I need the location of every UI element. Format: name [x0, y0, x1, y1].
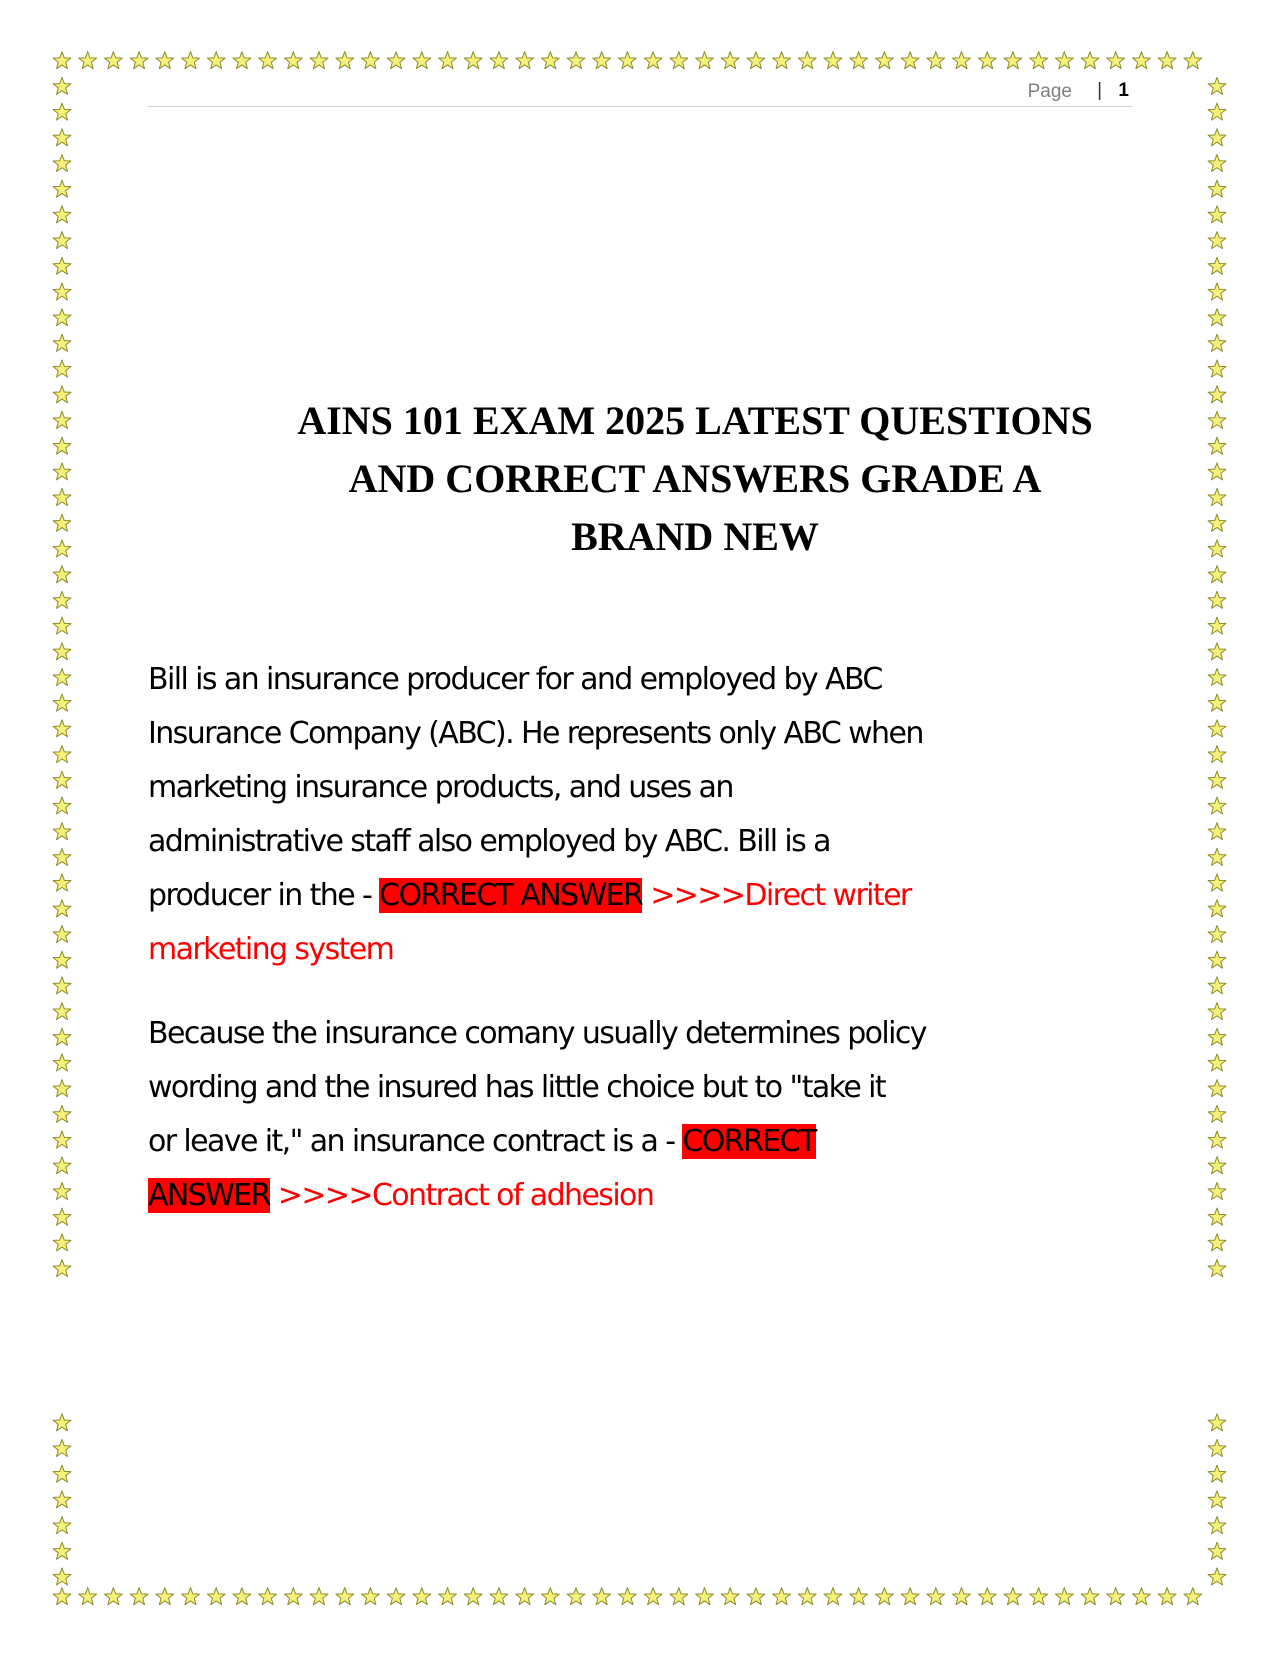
question-line: marketing insurance products, and uses an: [148, 770, 733, 805]
star-icon: [310, 1588, 328, 1605]
star-icon: [1208, 1182, 1226, 1199]
star-icon: [696, 52, 714, 69]
answer-text: >>>>Direct writer: [642, 878, 911, 913]
star-icon: [53, 746, 71, 763]
star-icon: [1208, 540, 1226, 557]
star-icon: [182, 1588, 200, 1605]
star-icon: [1208, 154, 1226, 171]
star-icon: [1208, 771, 1226, 788]
correct-answer-label: CORRECT ANSWER: [379, 878, 643, 913]
star-icon: [53, 1568, 71, 1585]
star-icon: [824, 1588, 842, 1605]
star-icon: [953, 52, 971, 69]
star-icon: [53, 309, 71, 326]
star-icon: [439, 52, 457, 69]
answer-text: marketing system: [148, 932, 394, 967]
star-icon: [696, 1588, 714, 1605]
star-icon: [1208, 283, 1226, 300]
star-icon: [387, 52, 405, 69]
star-icon: [53, 232, 71, 249]
star-icon: [747, 1588, 765, 1605]
star-icon: [1208, 1080, 1226, 1097]
star-icon: [875, 52, 893, 69]
star-icon: [53, 848, 71, 865]
star-icon: [953, 1588, 971, 1605]
title-line: BRAND NEW: [571, 514, 819, 559]
star-icon: [875, 1588, 893, 1605]
star-icon: [1208, 720, 1226, 737]
star-icon: [1208, 334, 1226, 351]
question-line: wording and the insured has little choice but to "take it: [148, 1070, 886, 1105]
title-line: AND CORRECT ANSWERS GRADE A: [348, 456, 1042, 501]
star-icon: [1208, 694, 1226, 711]
star-icon: [618, 1588, 636, 1605]
star-icon: [1004, 52, 1022, 69]
star-icon: [53, 951, 71, 968]
star-icon: [1208, 1260, 1226, 1277]
star-icon: [1208, 951, 1226, 968]
star-icon: [53, 1491, 71, 1508]
star-icon: [1184, 52, 1202, 69]
star-icon: [53, 925, 71, 942]
star-icon: [53, 283, 71, 300]
star-icon: [1208, 411, 1226, 428]
star-icon: [1208, 1491, 1226, 1508]
star-icon: [1158, 52, 1176, 69]
star-icon: [1208, 206, 1226, 223]
star-icon: [1208, 1542, 1226, 1559]
star-icon: [53, 797, 71, 814]
answer-text: >>>>Contract of adhesion: [269, 1178, 654, 1213]
star-icon: [156, 52, 174, 69]
star-icon: [773, 52, 791, 69]
star-icon: [1208, 386, 1226, 403]
star-icon: [53, 694, 71, 711]
star-icon: [1208, 1054, 1226, 1071]
star-icon: [53, 900, 71, 917]
star-icon: [53, 411, 71, 428]
star-icon: [361, 1588, 379, 1605]
star-icon: [567, 52, 585, 69]
answer-line: [148, 1169, 1138, 1223]
star-icon: [413, 1588, 431, 1605]
star-icon: [53, 1542, 71, 1559]
star-icon: [53, 668, 71, 685]
question-line-with-answer: [148, 1115, 1138, 1169]
title-line: AINS 101 EXAM 2025 LATEST QUESTIONS: [297, 398, 1093, 443]
star-icon: [1208, 514, 1226, 531]
star-icon: [1030, 52, 1048, 69]
star-icon: [541, 52, 559, 69]
star-icon: [233, 1588, 251, 1605]
star-icon: [490, 52, 508, 69]
star-icon: [1208, 823, 1226, 840]
star-icon: [1208, 1234, 1226, 1251]
star-icon: [53, 52, 71, 69]
star-icon: [516, 1588, 534, 1605]
star-icon: [130, 52, 148, 69]
star-icon: [53, 823, 71, 840]
star-icon: [1081, 1588, 1099, 1605]
star-icon: [336, 52, 354, 69]
star-icon: [53, 514, 71, 531]
question-answer-2: [148, 1007, 1138, 1223]
star-icon: [1208, 257, 1226, 274]
star-icon: [1055, 52, 1073, 69]
star-icon: [593, 52, 611, 69]
star-icon: [53, 1080, 71, 1097]
star-icon: [207, 52, 225, 69]
star-icon: [182, 52, 200, 69]
star-icon: [464, 1588, 482, 1605]
star-icon: [53, 103, 71, 120]
star-icon: [53, 1003, 71, 1020]
star-icon: [53, 1517, 71, 1534]
star-icon: [901, 1588, 919, 1605]
star-icon: [773, 1588, 791, 1605]
star-icon: [670, 52, 688, 69]
star-icon: [336, 1588, 354, 1605]
star-icon: [927, 52, 945, 69]
star-icon: [1208, 874, 1226, 891]
star-icon: [1208, 1028, 1226, 1045]
star-icon: [1208, 746, 1226, 763]
star-icon: [593, 1588, 611, 1605]
question-line: Because the insurance comany usually determines policy: [148, 1016, 926, 1051]
question-line: Bill is an insurance producer for and employed by ABC: [148, 662, 882, 697]
star-icon: [53, 1588, 71, 1605]
star-icon: [104, 1588, 122, 1605]
star-icon: [1132, 52, 1150, 69]
star-icon: [53, 1439, 71, 1456]
star-icon: [1208, 77, 1226, 94]
page-label: Page: [1027, 81, 1072, 102]
star-icon: [259, 1588, 277, 1605]
star-icon: [1208, 1105, 1226, 1122]
star-icon: [798, 52, 816, 69]
star-icon: [53, 591, 71, 608]
star-icon: [53, 77, 71, 94]
star-icon: [824, 52, 842, 69]
star-icon: [1208, 1465, 1226, 1482]
star-icon: [670, 1588, 688, 1605]
star-icon: [798, 1588, 816, 1605]
star-icon: [1208, 103, 1226, 120]
star-icon: [1208, 643, 1226, 660]
page-number: 1: [1118, 80, 1129, 101]
star-icon: [53, 257, 71, 274]
correct-answer-label: CORRECT: [682, 1124, 816, 1159]
star-icon: [1208, 360, 1226, 377]
star-icon: [721, 52, 739, 69]
star-icon: [1208, 925, 1226, 942]
star-icon: [1208, 848, 1226, 865]
star-icon: [284, 52, 302, 69]
star-icon: [1208, 900, 1226, 917]
star-icon: [53, 334, 71, 351]
star-icon: [104, 52, 122, 69]
star-icon: [850, 1588, 868, 1605]
star-icon: [1107, 52, 1125, 69]
star-icon: [53, 1465, 71, 1482]
star-icon: [978, 52, 996, 69]
question-line: Insurance Company (ABC). He represents only ABC when: [148, 716, 923, 751]
star-icon: [1004, 1588, 1022, 1605]
star-icon: [927, 1588, 945, 1605]
star-icon: [53, 489, 71, 506]
star-icon: [413, 52, 431, 69]
star-icon: [53, 463, 71, 480]
star-icon: [490, 1588, 508, 1605]
question-line: administrative staff also employed by ABC. Bill is a: [148, 824, 830, 859]
star-icon: [1158, 1588, 1176, 1605]
star-icon: [53, 1157, 71, 1174]
star-icon: [1208, 1131, 1226, 1148]
star-icon: [1132, 1588, 1150, 1605]
star-icon: [541, 1588, 559, 1605]
correct-answer-label: ANSWER: [148, 1178, 270, 1213]
star-icon: [1208, 977, 1226, 994]
document-title: [200, 392, 1190, 566]
star-icon: [361, 52, 379, 69]
star-icon: [644, 52, 662, 69]
star-icon: [53, 977, 71, 994]
star-icon: [1184, 1588, 1202, 1605]
star-icon: [79, 1588, 97, 1605]
star-icon: [1208, 489, 1226, 506]
question-text: or leave it," an insurance contract is a -: [148, 1124, 683, 1159]
star-icon: [1208, 437, 1226, 454]
star-icon: [567, 1588, 585, 1605]
star-icon: [156, 1588, 174, 1605]
star-icon: [233, 52, 251, 69]
star-icon: [53, 1182, 71, 1199]
star-icon: [1208, 1568, 1226, 1585]
star-icon: [130, 1588, 148, 1605]
star-icon: [53, 437, 71, 454]
star-icon: [439, 1588, 457, 1605]
star-icon: [1208, 797, 1226, 814]
star-icon: [1208, 1517, 1226, 1534]
star-icon: [516, 52, 534, 69]
star-icon: [1208, 463, 1226, 480]
star-icon: [618, 52, 636, 69]
star-icon: [1081, 52, 1099, 69]
star-icon: [53, 180, 71, 197]
star-icon: [53, 643, 71, 660]
star-icon: [53, 1054, 71, 1071]
star-icon: [1208, 309, 1226, 326]
star-icon: [1208, 232, 1226, 249]
star-icon: [901, 52, 919, 69]
star-icon: [387, 1588, 405, 1605]
question-text: producer in the -: [148, 878, 380, 913]
star-icon: [1208, 566, 1226, 583]
star-icon: [1030, 1588, 1048, 1605]
page-header: [148, 78, 1132, 107]
star-icon: [1055, 1588, 1073, 1605]
star-icon: [53, 540, 71, 557]
star-icon: [53, 1260, 71, 1277]
star-icon: [1208, 617, 1226, 634]
page-separator: |: [1097, 80, 1102, 101]
star-icon: [1208, 1414, 1226, 1431]
star-icon: [1208, 1003, 1226, 1020]
question-answer-1: [148, 653, 1138, 977]
star-icon: [53, 1105, 71, 1122]
star-icon: [53, 1208, 71, 1225]
star-icon: [53, 617, 71, 634]
star-icon: [53, 206, 71, 223]
star-icon: [1208, 129, 1226, 146]
star-icon: [53, 874, 71, 891]
star-icon: [464, 52, 482, 69]
star-icon: [284, 1588, 302, 1605]
star-icon: [53, 360, 71, 377]
star-icon: [53, 129, 71, 146]
star-icon: [53, 1028, 71, 1045]
star-icon: [53, 1414, 71, 1431]
star-icon: [79, 52, 97, 69]
star-icon: [1208, 591, 1226, 608]
star-icon: [1208, 180, 1226, 197]
star-icon: [1208, 1439, 1226, 1456]
star-icon: [310, 52, 328, 69]
star-icon: [978, 1588, 996, 1605]
question-line-with-answer: [148, 869, 1138, 923]
star-icon: [850, 52, 868, 69]
star-icon: [721, 1588, 739, 1605]
star-icon: [53, 720, 71, 737]
star-icon: [1208, 1208, 1226, 1225]
star-icon: [53, 1234, 71, 1251]
star-icon: [1208, 1157, 1226, 1174]
star-icon: [207, 1588, 225, 1605]
star-icon: [644, 1588, 662, 1605]
star-icon: [53, 154, 71, 171]
star-icon: [747, 52, 765, 69]
star-icon: [53, 1131, 71, 1148]
star-icon: [53, 386, 71, 403]
star-icon: [1208, 668, 1226, 685]
star-icon: [53, 566, 71, 583]
star-icon: [53, 771, 71, 788]
star-icon: [1107, 1588, 1125, 1605]
star-icon: [259, 52, 277, 69]
